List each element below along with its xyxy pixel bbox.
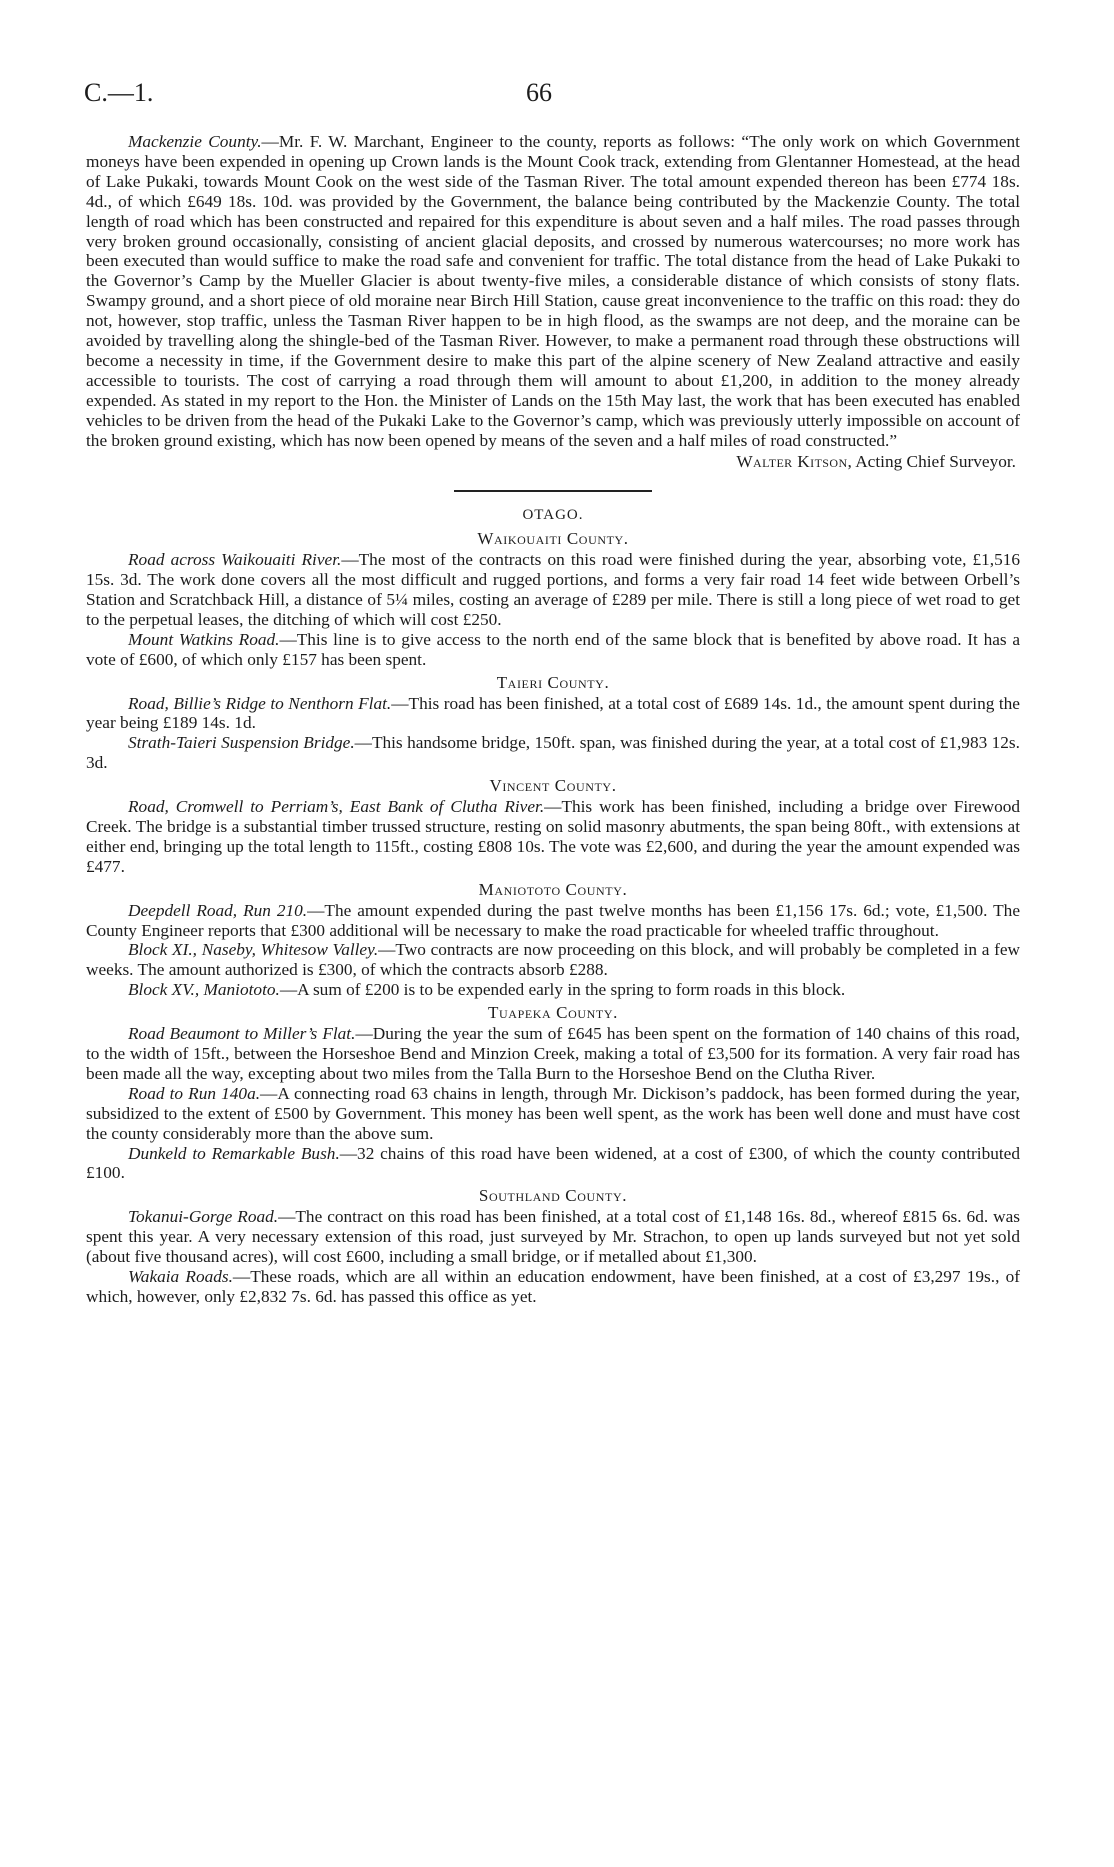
paragraph-text: —This line is to give access to the north end of the same block that is benefited by above road. It has a vote of £600, of which only £157 has been spent. xyxy=(86,629,1020,669)
paragraph-text: —These roads, which are all within an education endowment, have been finished, at a cost of £3,297 19s., of which, however, only £2,832 7s. 6d. has passed this office as yet. xyxy=(86,1266,1020,1306)
paragraph-title: Mount Watkins Road. xyxy=(128,629,280,649)
paragraph-title: Wakaia Roads. xyxy=(128,1266,233,1286)
paragraph-text: —The contract on this road has been finished, at a total cost of £1,148 16s. 8d., whereof £815 6s. 6d. was spent this year. A very necessary extension of this road, just surveyed by Mr. Strachon, to open up lands surveyed but not yet sold (about five thousand acres), will cost £600, including a small bridge, or if metalled about £1,300. xyxy=(86,1207,1020,1267)
paragraph-title: Dunkeld to Remarkable Bush. xyxy=(128,1143,340,1163)
road-paragraph xyxy=(86,797,1020,877)
paragraph-title: Road, Cromwell to Perriam’s, East Bank of Clutha River. xyxy=(128,797,545,817)
paragraph-title: Tokanui-Gorge Road. xyxy=(128,1207,279,1227)
road-paragraph xyxy=(86,1024,1020,1084)
road-paragraph xyxy=(86,1144,1020,1184)
paragraph-text: —32 chains of this road have been widened, at a cost of £300, of which the county contributed £100. xyxy=(86,1143,1020,1183)
paragraph-text: —Mr. F. W. Marchant, Engineer to the county, reports as follows: “The only work on which Government moneys have been expended in opening up Crown lands is the Mount Cook track, extending from Glentanner Homestead, at the head of Lake Pukaki, towards Mount Cook on the west side of the Tasman River. The total amount expended thereon has been £774 18s. 4d., of which £649 18s. 10d. was provided by the Government, the balance being contributed by the Mackenzie County. The total length of road which has been constructed and repaired for this expenditure is about seven and a half miles. The road passes through very broken ground occasionally, consisting of ancient glacial deposits, and crossed by numerous watercourses; no more work has been executed than would suffice to make the road safe and convenient for traffic. The total distance from the head of Lake Pukaki to the Governor’s Camp by the Mueller Glacier is about twenty-five miles, a considerable distance of which consists of stony flats. Swampy ground, and a short piece of old moraine near Birch Hill Station, cause great inconvenience to the traffic on this road: they do not, however, stop traffic, unless the Tasman River happen to be in high flood, as the swamps are not deep, and the moraine can be avoided by travelling along the shingle-bed of the Tasman River. However, to make a permanent road through these obstructions will become a necessity in time, if the Government desire to make this part of the alpine scenery of New Zealand attractive and easily accessible to tourists. The cost of carrying a road through them will amount to about £1,200, in addition to the money already expended. As stated in my report to the Hon. the Minister of Lands on the 15th May last, the work that has been executed has enabled vehicles to be driven from the head of the Pukaki Lake to the Governor’s camp, which was previously utterly impossible on account of the broken ground existing, which has now been opened by means of the seven and a half miles of road constructed.” xyxy=(86,132,1020,450)
road-paragraph xyxy=(86,694,1020,734)
paragraph-text: —This road has been finished, at a total cost of £689 14s. 1d., the amount spent during the year being £189 14s. 1d. xyxy=(86,693,1020,733)
page-number: 66 xyxy=(526,78,552,107)
road-paragraph xyxy=(86,1267,1020,1307)
road-paragraph xyxy=(86,901,1020,941)
paragraph-text: —A sum of £200 is to be expended early in the spring to form roads in this block. xyxy=(279,980,846,1000)
paragraph-text: —This work has been finished, including a bridge over Firewood Creek. The bridge is a substantial timber trussed structure, resting on solid masonry abutments, the span being 80ft., with extensions at either end, bringing up the total length to 115ft., costing £808 10s. The vote was £2,600, and during the year the amount expended was £477. xyxy=(86,797,1020,876)
road-paragraph xyxy=(86,733,1020,773)
road-paragraph xyxy=(86,1207,1020,1267)
county-heading: Tuapeka County. xyxy=(488,1003,618,1023)
paragraph-title: Mackenzie County. xyxy=(128,132,262,151)
paragraph-text: —A connecting road 63 chains in length, through Mr. Dickison’s paddock, has been formed during the year, subsidized to the extent of £500 by Government. This money has been well spent, as the work has been well done and must have cost the county considerably more than the above sum. xyxy=(86,1083,1020,1143)
page-body xyxy=(86,132,1020,1307)
paragraph-title: Road, Billie’s Ridge to Nenthorn Flat. xyxy=(128,693,392,713)
paragraph-title: Strath-Taieri Suspension Bridge. xyxy=(128,733,355,753)
region-heading: OTAGO. xyxy=(522,507,584,524)
paragraph-title: Road across Waikouaiti River. xyxy=(128,550,342,570)
paragraph-title: Road Beaumont to Miller’s Flat. xyxy=(128,1024,356,1044)
signatory-title: , Acting Chief Surveyor. xyxy=(847,451,1016,471)
document-reference: C.—1. xyxy=(84,78,154,107)
paragraph-title: Block XV., Maniototo. xyxy=(128,980,280,1000)
road-paragraph xyxy=(86,940,1020,980)
road-paragraph xyxy=(86,1084,1020,1144)
paragraph-text: —During the year the sum of £645 has been spent on the formation of 140 chains of this road, to the width of 15ft., between the Horseshoe Bend and Minzion Creek, making a total of £3,500 for its formation. A very fair road has been made all the way, excepting about two miles from the Talla Burn to the Horseshoe Bend on the Clutha River. xyxy=(86,1024,1020,1083)
mackenzie-paragraph xyxy=(86,132,1020,451)
county-heading: Taieri County. xyxy=(496,672,610,692)
paragraph-title: Road to Run 140a. xyxy=(128,1083,261,1103)
road-paragraph xyxy=(86,630,1020,670)
county-heading: Vincent County. xyxy=(489,776,617,796)
paragraph-text: —The amount expended during the past twelve months has been £1,156 17s. 6d.; vote, £1,500. The County Engineer reports that £300 additional will be necessary to make the road practicable for wheeled traffic throughout. xyxy=(86,900,1020,940)
paragraph-text: —This handsome bridge, 150ft. span, was finished during the year, at a total cost of £1,983 12s. 3d. xyxy=(86,733,1020,773)
county-heading: Waikouaiti County. xyxy=(477,529,629,549)
county-heading: Southland County. xyxy=(478,1186,628,1206)
county-heading: Maniototo County. xyxy=(478,879,628,899)
paragraph-text: —Two contracts are now proceeding on this block, and will probably be completed in a few weeks. The amount authorized is £300, of which the contracts absorb £288. xyxy=(86,940,1020,980)
paragraph-title: Deepdell Road, Run 210. xyxy=(128,900,308,920)
otago-sections xyxy=(86,529,1020,1306)
signature xyxy=(86,452,1020,472)
section-divider xyxy=(454,490,652,492)
road-paragraph xyxy=(86,980,1020,1000)
signatory-name: Walter Kitson xyxy=(736,451,848,471)
paragraph-text: —The most of the contracts on this road were finished during the year, absorbing vote, £1,516 15s. 3d. The work done covers all the most difficult and rugged portions, and forms a very fair road 14 feet wide between Orbell’s Station and Scratchback Hill, a distance of 5¼ miles, costing an average of £289 per mile. There is still a long piece of wet road to get to the perpetual leases, the ditching of which will cost £250. xyxy=(86,550,1021,629)
road-paragraph xyxy=(86,550,1020,630)
paragraph-title: Block XI., Naseby, Whitesow Valley. xyxy=(128,940,379,960)
